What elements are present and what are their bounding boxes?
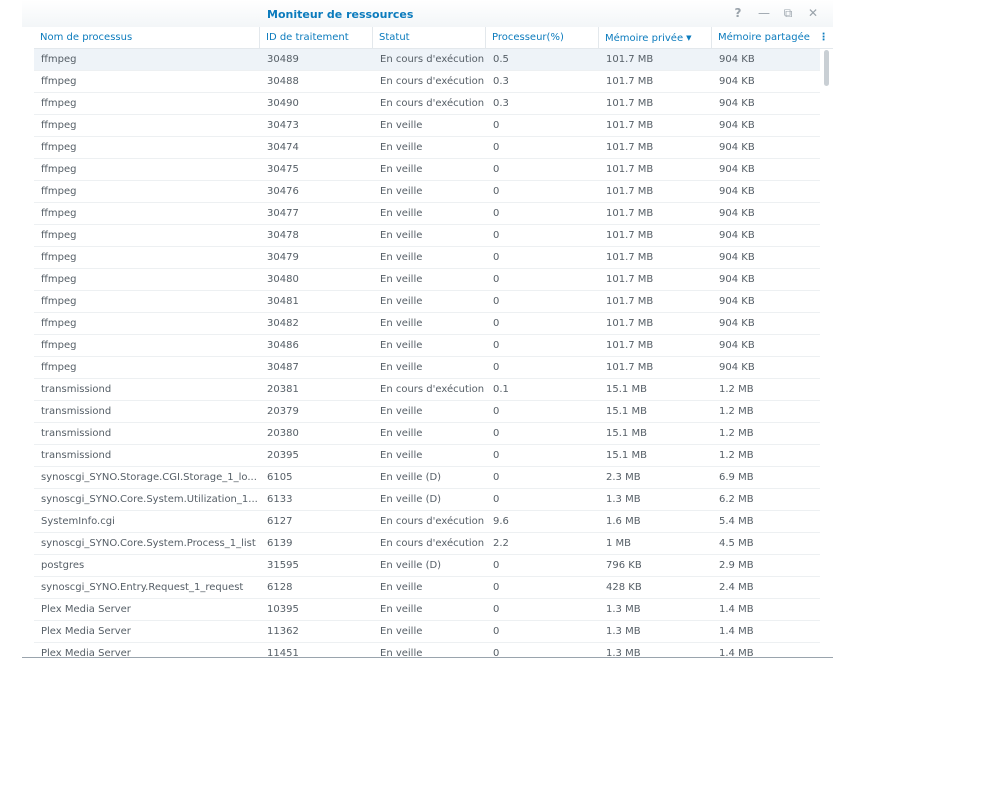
cell-shared-memory: 2.4 MB [719, 582, 754, 593]
column-header-cpu[interactable] [486, 27, 599, 48]
column-header-shared-memory[interactable] [712, 27, 820, 48]
cell-private-memory: 2.3 MB [606, 472, 641, 483]
cell-process-name: ffmpeg [41, 318, 77, 329]
table-row[interactable] [34, 159, 820, 181]
cell-private-memory: 1.6 MB [606, 516, 641, 527]
cell-process-name: ffmpeg [41, 208, 77, 219]
table-header [34, 27, 833, 49]
cell-status: En veille [380, 648, 423, 657]
cell-status: En veille [380, 274, 423, 285]
cell-process-name: transmissiond [41, 384, 112, 395]
cell-process-id: 30482 [267, 318, 299, 329]
cell-process-id: 31595 [267, 560, 299, 571]
cell-cpu: 0.1 [493, 384, 509, 395]
cell-shared-memory: 904 KB [719, 230, 755, 241]
cell-private-memory: 101.7 MB [606, 142, 654, 153]
cell-shared-memory: 6.9 MB [719, 472, 754, 483]
cell-shared-memory: 904 KB [719, 164, 755, 175]
cell-cpu: 0 [493, 164, 500, 175]
cell-process-id: 30481 [267, 296, 299, 307]
cell-cpu: 0 [493, 472, 500, 483]
table-row[interactable] [34, 291, 820, 313]
cell-process-name: ffmpeg [41, 142, 77, 153]
process-table [34, 27, 833, 657]
maximize-icon[interactable]: ⧉ [783, 6, 793, 20]
cell-status: En veille [380, 428, 423, 439]
cell-status: En veille [380, 582, 423, 593]
cell-cpu: 0 [493, 340, 500, 351]
cell-shared-memory: 904 KB [719, 274, 755, 285]
window-title: Moniteur de ressources [267, 8, 414, 21]
column-menu-icon[interactable]: ⋮ [818, 32, 829, 43]
cell-process-id: 30480 [267, 274, 299, 285]
cell-shared-memory: 4.5 MB [719, 538, 754, 549]
cell-process-id: 10395 [267, 604, 299, 615]
cell-status: En veille [380, 626, 423, 637]
table-row[interactable] [34, 379, 820, 401]
cell-private-memory: 1.3 MB [606, 604, 641, 615]
cell-shared-memory: 904 KB [719, 186, 755, 197]
cell-cpu: 2.2 [493, 538, 509, 549]
cell-private-memory: 101.7 MB [606, 296, 654, 307]
cell-private-memory: 15.1 MB [606, 384, 647, 395]
cell-status: En veille [380, 450, 423, 461]
scrollbar-thumb[interactable] [824, 50, 829, 86]
cell-process-id: 20395 [267, 450, 299, 461]
column-header-status[interactable] [373, 27, 486, 48]
cell-cpu: 0 [493, 208, 500, 219]
table-row[interactable] [34, 577, 820, 599]
table-row[interactable] [34, 533, 820, 555]
cell-process-name: ffmpeg [41, 186, 77, 197]
sort-descending-icon: ▼ [686, 34, 692, 42]
cell-cpu: 0 [493, 428, 500, 439]
cell-process-name: Plex Media Server [41, 626, 131, 637]
cell-process-name: ffmpeg [41, 274, 77, 285]
table-row[interactable] [34, 511, 820, 533]
cell-private-memory: 15.1 MB [606, 406, 647, 417]
table-row[interactable] [34, 269, 820, 291]
cell-shared-memory: 904 KB [719, 120, 755, 131]
cell-process-id: 30473 [267, 120, 299, 131]
cell-process-name: synoscgi_SYNO.Core.System.Process_1_list [41, 538, 256, 549]
cell-status: En veille (D) [380, 472, 442, 483]
cell-cpu: 0.3 [493, 98, 509, 109]
cell-status: En cours d'exécution [380, 98, 485, 109]
cell-shared-memory: 904 KB [719, 318, 755, 329]
cell-private-memory: 101.7 MB [606, 164, 654, 175]
cell-private-memory: 101.7 MB [606, 274, 654, 285]
cell-process-name: ffmpeg [41, 230, 77, 241]
cell-private-memory: 428 KB [606, 582, 642, 593]
cell-status: En veille [380, 296, 423, 307]
cell-cpu: 0 [493, 120, 500, 131]
cell-status: En veille [380, 406, 423, 417]
cell-private-memory: 101.7 MB [606, 340, 654, 351]
cell-status: En veille (D) [380, 560, 442, 571]
cell-status: En cours d'exécution [380, 516, 485, 527]
cell-process-id: 30477 [267, 208, 299, 219]
cell-shared-memory: 904 KB [719, 54, 755, 65]
cell-shared-memory: 904 KB [719, 208, 755, 219]
table-row[interactable] [34, 643, 820, 657]
column-header-label: ID de traitement [266, 32, 349, 43]
cell-shared-memory: 904 KB [719, 296, 755, 307]
cell-status: En cours d'exécution [380, 384, 485, 395]
cell-private-memory: 1.3 MB [606, 648, 641, 657]
cell-process-name: SystemInfo.cgi [41, 516, 115, 527]
column-header-label: Processeur(%) [492, 32, 564, 43]
table-row[interactable] [34, 115, 820, 137]
minimize-icon[interactable]: — [758, 6, 770, 20]
cell-process-id: 6105 [267, 472, 293, 483]
table-row[interactable] [34, 423, 820, 445]
cell-private-memory: 101.7 MB [606, 318, 654, 329]
cell-process-name: ffmpeg [41, 340, 77, 351]
table-row[interactable] [34, 137, 820, 159]
resource-monitor-window [22, 0, 833, 658]
column-header-private-memory[interactable] [599, 27, 712, 48]
cell-status: En veille [380, 164, 423, 175]
cell-cpu: 0 [493, 186, 500, 197]
cell-shared-memory: 5.4 MB [719, 516, 754, 527]
table-row[interactable] [34, 401, 820, 423]
cell-private-memory: 101.7 MB [606, 208, 654, 219]
cell-process-id: 30486 [267, 340, 299, 351]
cell-process-name: Plex Media Server [41, 648, 131, 657]
table-row[interactable] [34, 225, 820, 247]
table-row[interactable] [34, 181, 820, 203]
cell-private-memory: 101.7 MB [606, 186, 654, 197]
cell-shared-memory: 1.4 MB [719, 648, 754, 657]
cell-cpu: 0 [493, 648, 500, 657]
cell-cpu: 9.6 [493, 516, 509, 527]
table-row[interactable] [34, 555, 820, 577]
column-header-label: Statut [379, 32, 410, 43]
close-icon[interactable]: ✕ [807, 6, 819, 20]
cell-private-memory: 101.7 MB [606, 54, 654, 65]
table-row[interactable] [34, 71, 820, 93]
cell-shared-memory: 1.4 MB [719, 626, 754, 637]
table-body [34, 49, 820, 657]
cell-cpu: 0 [493, 296, 500, 307]
table-row[interactable] [34, 357, 820, 379]
cell-shared-memory: 904 KB [719, 142, 755, 153]
cell-process-name: ffmpeg [41, 164, 77, 175]
cell-shared-memory: 904 KB [719, 362, 755, 373]
cell-process-name: synoscgi_SYNO.Storage.CGI.Storage_1_lo... [41, 472, 257, 483]
cell-process-id: 30487 [267, 362, 299, 373]
cell-status: En veille [380, 120, 423, 131]
cell-status: En cours d'exécution [380, 76, 485, 87]
cell-status: En cours d'exécution [380, 54, 485, 65]
cell-private-memory: 101.7 MB [606, 230, 654, 241]
table-row[interactable] [34, 467, 820, 489]
cell-status: En veille [380, 142, 423, 153]
cell-process-id: 30488 [267, 76, 299, 87]
cell-cpu: 0 [493, 626, 500, 637]
cell-process-id: 11451 [267, 648, 299, 657]
table-row[interactable] [34, 203, 820, 225]
cell-process-name: ffmpeg [41, 362, 77, 373]
cell-status: En veille [380, 230, 423, 241]
cell-process-name: transmissiond [41, 428, 112, 439]
cell-process-id: 20380 [267, 428, 299, 439]
cell-process-name: synoscgi_SYNO.Core.System.Utilization_1... [41, 494, 258, 505]
table-row[interactable] [34, 247, 820, 269]
table-row[interactable] [34, 335, 820, 357]
table-row[interactable] [34, 313, 820, 335]
cell-private-memory: 1.3 MB [606, 494, 641, 505]
cell-status: En veille [380, 208, 423, 219]
cell-process-id: 30489 [267, 54, 299, 65]
cell-shared-memory: 904 KB [719, 252, 755, 263]
window-titlebar[interactable] [22, 0, 833, 27]
cell-process-id: 20381 [267, 384, 299, 395]
cell-cpu: 0.3 [493, 76, 509, 87]
column-header-label: Nom de processus [40, 32, 133, 43]
cell-shared-memory: 904 KB [719, 340, 755, 351]
cell-private-memory: 101.7 MB [606, 120, 654, 131]
cell-process-id: 30474 [267, 142, 299, 153]
cell-cpu: 0 [493, 406, 500, 417]
cell-shared-memory: 6.2 MB [719, 494, 754, 505]
table-row[interactable] [34, 599, 820, 621]
table-row[interactable] [34, 93, 820, 115]
cell-shared-memory: 2.9 MB [719, 560, 754, 571]
cell-status: En veille [380, 252, 423, 263]
cell-process-id: 6128 [267, 582, 293, 593]
cell-private-memory: 796 KB [606, 560, 642, 571]
cell-private-memory: 101.7 MB [606, 362, 654, 373]
cell-status: En veille [380, 362, 423, 373]
cell-process-id: 30490 [267, 98, 299, 109]
cell-status: En cours d'exécution [380, 538, 485, 549]
cell-status: En veille [380, 186, 423, 197]
cell-process-name: ffmpeg [41, 98, 77, 109]
cell-private-memory: 101.7 MB [606, 76, 654, 87]
cell-process-name: ffmpeg [41, 54, 77, 65]
cell-process-name: synoscgi_SYNO.Entry.Request_1_request [41, 582, 244, 593]
cell-process-id: 30478 [267, 230, 299, 241]
cell-process-id: 6133 [267, 494, 293, 505]
cell-process-id: 6127 [267, 516, 293, 527]
cell-shared-memory: 1.2 MB [719, 406, 754, 417]
column-header-label: Mémoire partagée [718, 32, 810, 43]
cell-cpu: 0 [493, 494, 500, 505]
cell-process-name: ffmpeg [41, 252, 77, 263]
cell-shared-memory: 904 KB [719, 98, 755, 109]
cell-cpu: 0 [493, 560, 500, 571]
table-row[interactable] [34, 49, 820, 71]
cell-process-id: 30479 [267, 252, 299, 263]
cell-cpu: 0 [493, 362, 500, 373]
cell-cpu: 0 [493, 230, 500, 241]
cell-private-memory: 1.3 MB [606, 626, 641, 637]
cell-cpu: 0 [493, 142, 500, 153]
cell-private-memory: 101.7 MB [606, 252, 654, 263]
help-icon[interactable]: ? [734, 6, 742, 20]
cell-shared-memory: 904 KB [719, 76, 755, 87]
cell-status: En veille [380, 340, 423, 351]
cell-process-name: ffmpeg [41, 76, 77, 87]
table-row[interactable] [34, 621, 820, 643]
column-header-label: Mémoire privée [605, 33, 684, 44]
cell-process-name: ffmpeg [41, 296, 77, 307]
cell-cpu: 0 [493, 582, 500, 593]
cell-private-memory: 101.7 MB [606, 98, 654, 109]
cell-private-memory: 15.1 MB [606, 428, 647, 439]
cell-private-memory: 15.1 MB [606, 450, 647, 461]
cell-process-id: 11362 [267, 626, 299, 637]
cell-process-name: transmissiond [41, 406, 112, 417]
cell-process-name: postgres [41, 560, 85, 571]
cell-cpu: 0 [493, 252, 500, 263]
cell-process-id: 30476 [267, 186, 299, 197]
cell-cpu: 0 [493, 604, 500, 615]
cell-shared-memory: 1.2 MB [719, 384, 754, 395]
table-row[interactable] [34, 445, 820, 467]
cell-shared-memory: 1.2 MB [719, 428, 754, 439]
cell-process-name: transmissiond [41, 450, 112, 461]
column-header-process-name[interactable] [34, 27, 260, 48]
cell-process-id: 6139 [267, 538, 293, 549]
table-row[interactable] [34, 489, 820, 511]
cell-status: En veille [380, 604, 423, 615]
column-header-process-id[interactable] [260, 27, 373, 48]
vertical-scrollbar[interactable] [820, 49, 833, 657]
cell-private-memory: 1 MB [606, 538, 632, 549]
cell-cpu: 0 [493, 318, 500, 329]
cell-process-name: ffmpeg [41, 120, 77, 131]
cell-process-name: Plex Media Server [41, 604, 131, 615]
cell-shared-memory: 1.4 MB [719, 604, 754, 615]
cell-cpu: 0.5 [493, 54, 509, 65]
cell-status: En veille (D) [380, 494, 442, 505]
cell-cpu: 0 [493, 274, 500, 285]
cell-shared-memory: 1.2 MB [719, 450, 754, 461]
cell-cpu: 0 [493, 450, 500, 461]
cell-process-id: 30475 [267, 164, 299, 175]
cell-status: En veille [380, 318, 423, 329]
cell-process-id: 20379 [267, 406, 299, 417]
